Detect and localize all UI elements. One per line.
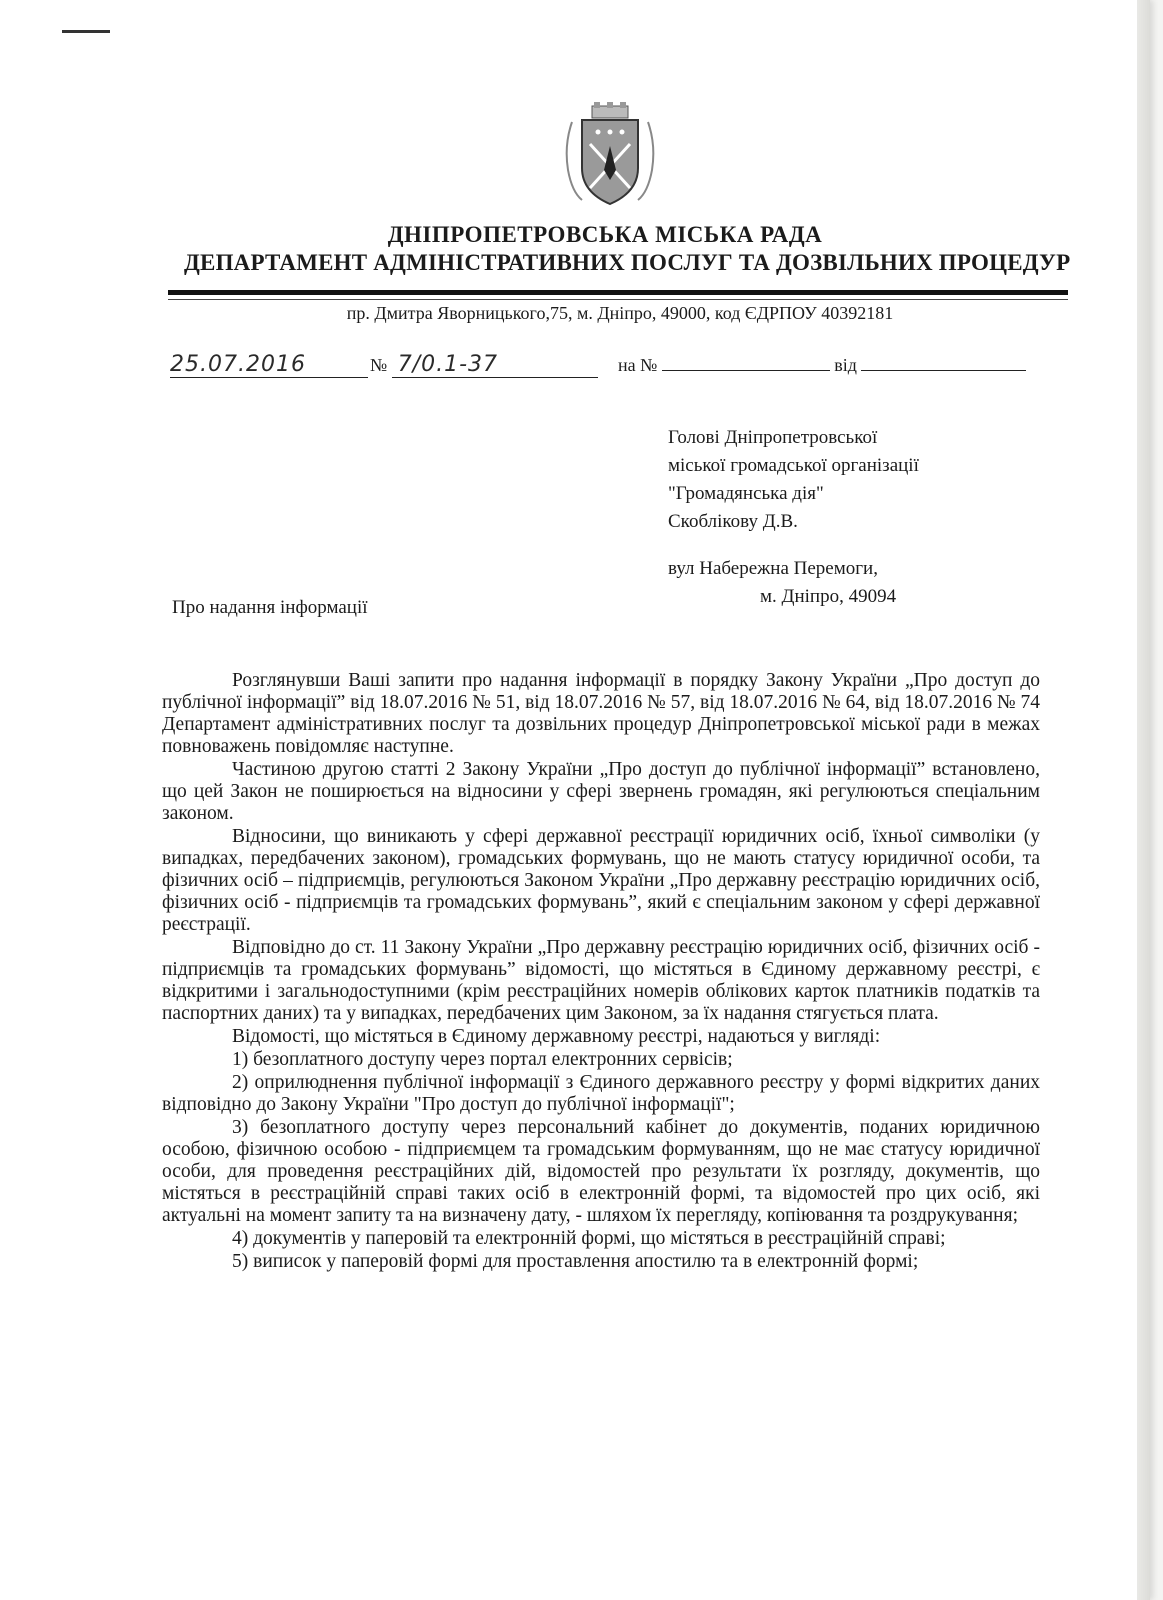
reply-number-field xyxy=(618,352,1026,376)
outgoing-number: 7/0.1-37 xyxy=(392,352,598,378)
reply-date-blank xyxy=(861,352,1026,371)
number-label: № xyxy=(370,355,388,375)
recipient-city: м. Дніпро, 49094 xyxy=(760,586,897,607)
list-item: 5) виписок у паперовій формі для проставлення апостилю та в електронній формі; xyxy=(232,1251,919,1272)
body-paragraph: Частиною другою статті 2 Закону України „Про доступ до публічної інформації” встановлено, що цей Закон не поширюється на відносини у сфері звернень громадян, які регулюються спеціальним законом. xyxy=(162,759,1040,824)
department-name: ДЕПАРТАМЕНТ АДМІНІСТРАТИВНИХ ПОСЛУГ ТА ДОЗВІЛЬНИХ ПРОЦЕДУР xyxy=(184,250,1071,275)
recipient-line: міської громадської організації xyxy=(668,455,919,476)
scan-mark xyxy=(62,30,110,33)
outgoing-date-field xyxy=(170,352,368,378)
list-item: 1) безоплатного доступу через портал електронних сервісів; xyxy=(232,1049,733,1070)
body-paragraph: Відомості, що містяться в Єдиному державному реєстрі, надаються у вигляді: xyxy=(232,1026,881,1047)
recipient-block xyxy=(668,424,919,536)
header-address: пр. Дмитра Яворницького,75, м. Дніпро, 49000, код ЄДРПОУ 40392181 xyxy=(346,303,894,323)
reply-number-blank xyxy=(662,352,830,371)
header-rule-thin xyxy=(168,299,1068,300)
body-paragraph: Відповідно до ст. 11 Закону України „Про державну реєстрацію юридичних осіб, фізичних осіб - підприємців та громадських формувань” відомості, що містяться в Єдиному державному реєстрі, є відкритими і загальнодоступними (крім реєстраційних номерів облікових карток платників податків та паспортних даних) та у випадках, передбачених цим Законом, за їх надання стягується плата. xyxy=(162,937,1040,1024)
list-item: 3) безоплатного доступу через персональний кабінет до документів, поданих юридичною особою, фізичною особою - підприємцем та громадським формуванням, що не має статусу юридичної особи, для проведення реєстраційних дій, відомостей про результати їх розгляду, документів, що містяться в реєстраційній справі таких осіб в електронній формі, та відомостей про цих осіб, які актуальні на момент запиту та на визначену дату, - шляхом їх перегляду, копіювання та роздрукування; xyxy=(162,1117,1040,1226)
recipient-line: "Громадянська дія" xyxy=(668,483,824,504)
reply-date-label: від xyxy=(834,355,857,375)
recipient-line: Скоблікову Д.В. xyxy=(668,511,798,532)
outgoing-date: 25.07.2016 xyxy=(170,352,368,378)
body-paragraph: Розглянувши Ваші запити про надання інформації в порядку Закону України „Про доступ до публічної інформації” від 18.07.2016 № 51, від 18.07.2016 № 57, від 18.07.2016 № 64, від 18.07.2016 № 74 Департамент адміністративних послуг та дозвільних процедур Дніпропетровської міської ради в межах повноважень повідомляє наступне. xyxy=(162,670,1040,757)
header-rule xyxy=(168,290,1068,295)
list-item: 2) оприлюднення публічної інформації з Єдиного державного реєстру у формі відкритих даних відповідно до Закону України "Про доступ до публічної інформації"; xyxy=(162,1072,1040,1115)
recipient-address xyxy=(668,555,896,611)
letter-body xyxy=(162,670,1040,1274)
reply-number-label: на № xyxy=(618,355,658,375)
outgoing-number-field xyxy=(370,352,598,378)
list-item: 4) документів у паперовій та електронній формі, що містяться в реєстраційній справі; xyxy=(232,1228,946,1249)
body-paragraph: Відносини, що виникають у сфері державної реєстрації юридичних осіб, їхньої символіки (у випадках, передбачених законом), громадських формувань, що не мають статусу юридичної особи, та фізичних осіб – підприємців, регулюються Законом України „Про державну реєстрацію юридичних осіб, фізичних осіб - підприємців та громадських формувань”, який є спеціальним законом у сфері державної реєстрації. xyxy=(162,826,1040,935)
org-name: ДНІПРОПЕТРОВСЬКА МІСЬКА РАДА xyxy=(387,222,823,247)
recipient-line: Голові Дніпропетровської xyxy=(668,427,878,448)
recipient-street: вул Набережна Перемоги, xyxy=(668,558,878,579)
letter-subject: Про надання інформації xyxy=(172,597,368,618)
city-coat-of-arms xyxy=(560,100,660,210)
